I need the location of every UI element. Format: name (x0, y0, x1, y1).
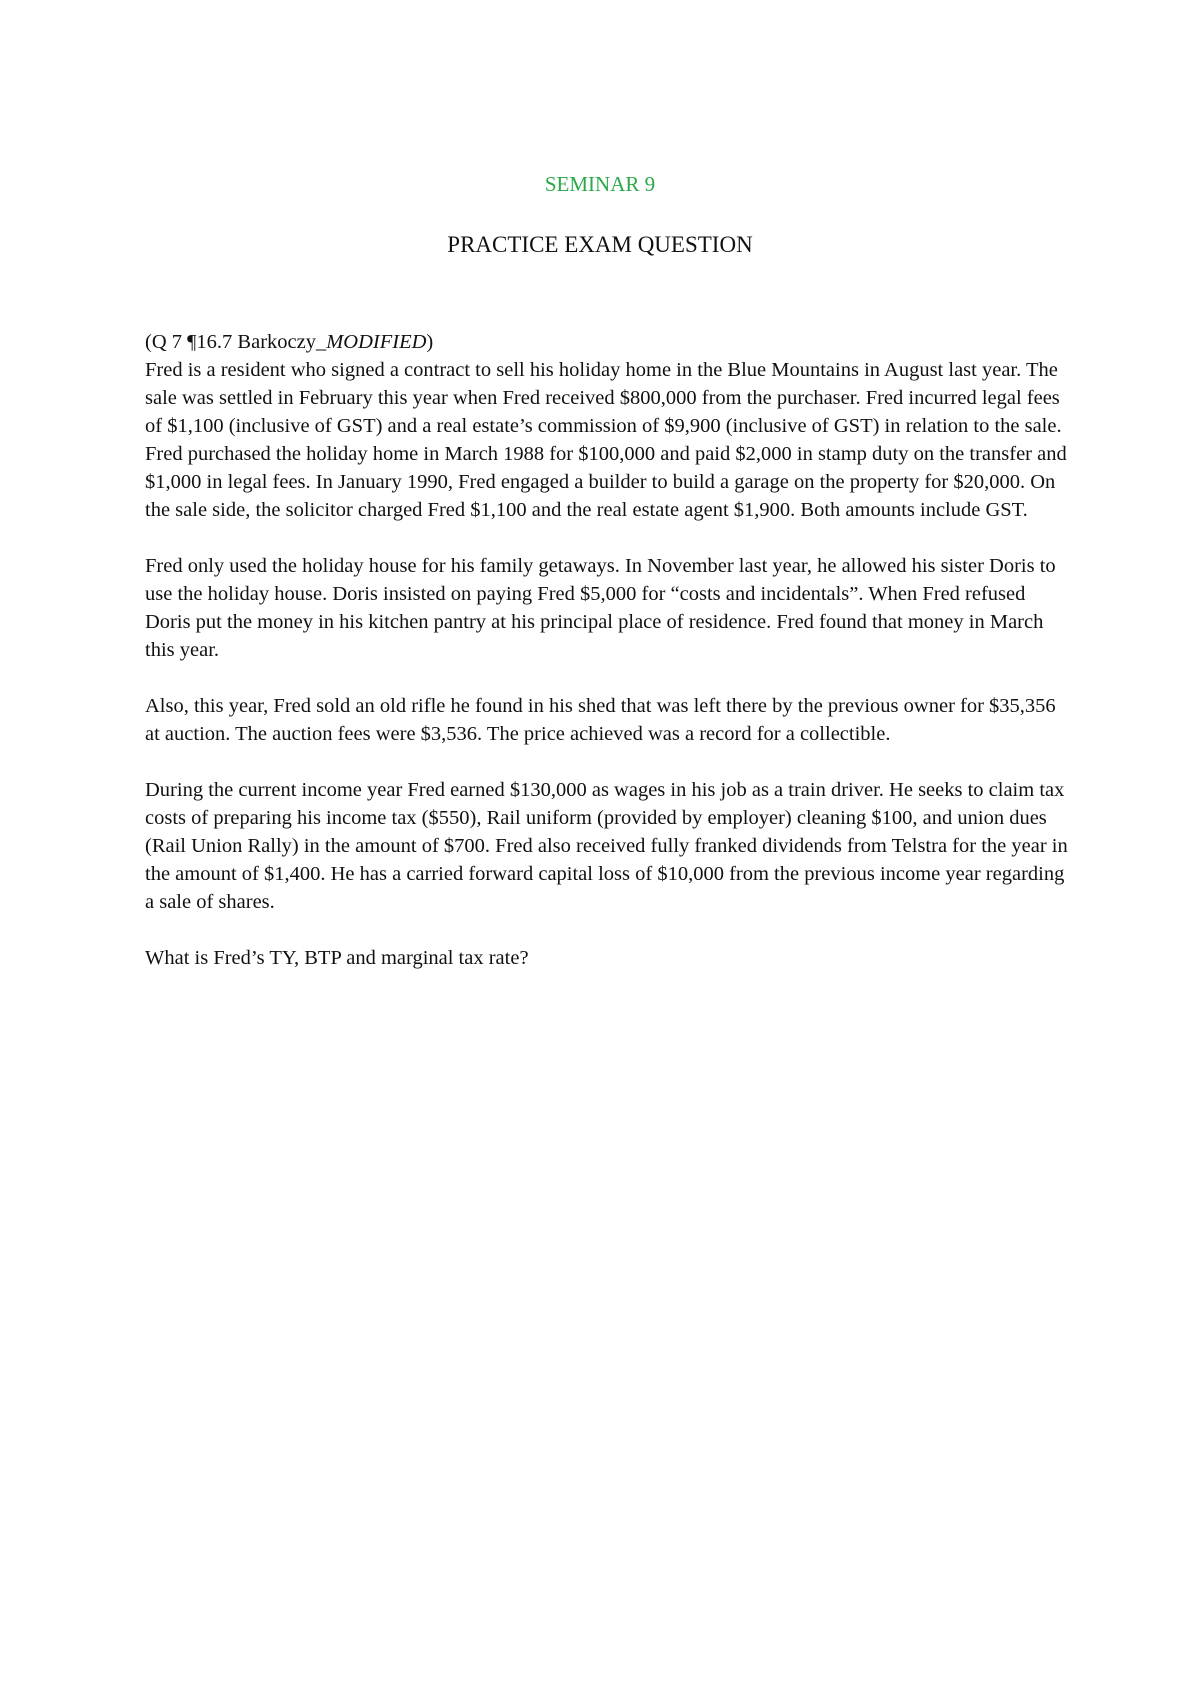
reference-suffix: ) (426, 331, 434, 353)
paragraph-holiday-house-use: Fred only used the holiday house for his family getaways. In November last year, he allowed his sister Doris to use the holiday house. Doris insisted on paying Fred $5,000 for “costs and incidentals”. When Fred refused Doris put the money in his kitchen pantry at his principal place of residence. Fred found that money in March this year. (145, 555, 1056, 661)
reference-modified: MODIFIED (326, 331, 427, 353)
reference-prefix: (Q 7 ¶16.7 Barkoczy_ (145, 331, 327, 353)
question-reference (145, 328, 1070, 356)
question-body (145, 328, 1070, 1000)
paragraph-income-deductions: During the current income year Fred earned $130,000 as wages in his job as a train driver. He seeks to claim tax costs of preparing his income tax ($550), Rail uniform (provided by employer) cleaning $100, and union dues (Rail Union Rally) in the amount of $700. Fred also received fully franked dividends from Telstra for the year in the amount of $1,400. He has a carried forward capital loss of $10,000 from the previous income year regarding a sale of shares. (145, 779, 1068, 913)
paragraph-rifle-sale: Also, this year, Fred sold an old rifle he found in his shed that was left there by the previous owner for $35,356 at auction. The auction fees were $3,536. The price achieved was a record for a collectible. (145, 695, 1056, 745)
paragraph-question: What is Fred’s TY, BTP and marginal tax rate? (145, 947, 529, 969)
paragraph-property-sale: Fred is a resident who signed a contract to sell his holiday home in the Blue Mountains in August last year. The sale was settled in February this year when Fred received $800,000 from the purchaser. Fred incurred legal fees of $1,100 (inclusive of GST) and a real estate’s commission of $9,900 (inclusive of GST) in relation to the sale. Fred purchased the holiday home in March 1988 for $100,000 and paid $2,000 in stamp duty on the transfer and $1,000 in legal fees. In January 1990, Fred engaged a builder to build a garage on the property for $20,000. On the sale side, the solicitor charged Fred $1,100 and the real estate agent $1,900. Both amounts include GST. (145, 359, 1067, 521)
seminar-heading: SEMINAR 9 (544, 172, 656, 196)
page-title: PRACTICE EXAM QUESTION (447, 232, 753, 257)
